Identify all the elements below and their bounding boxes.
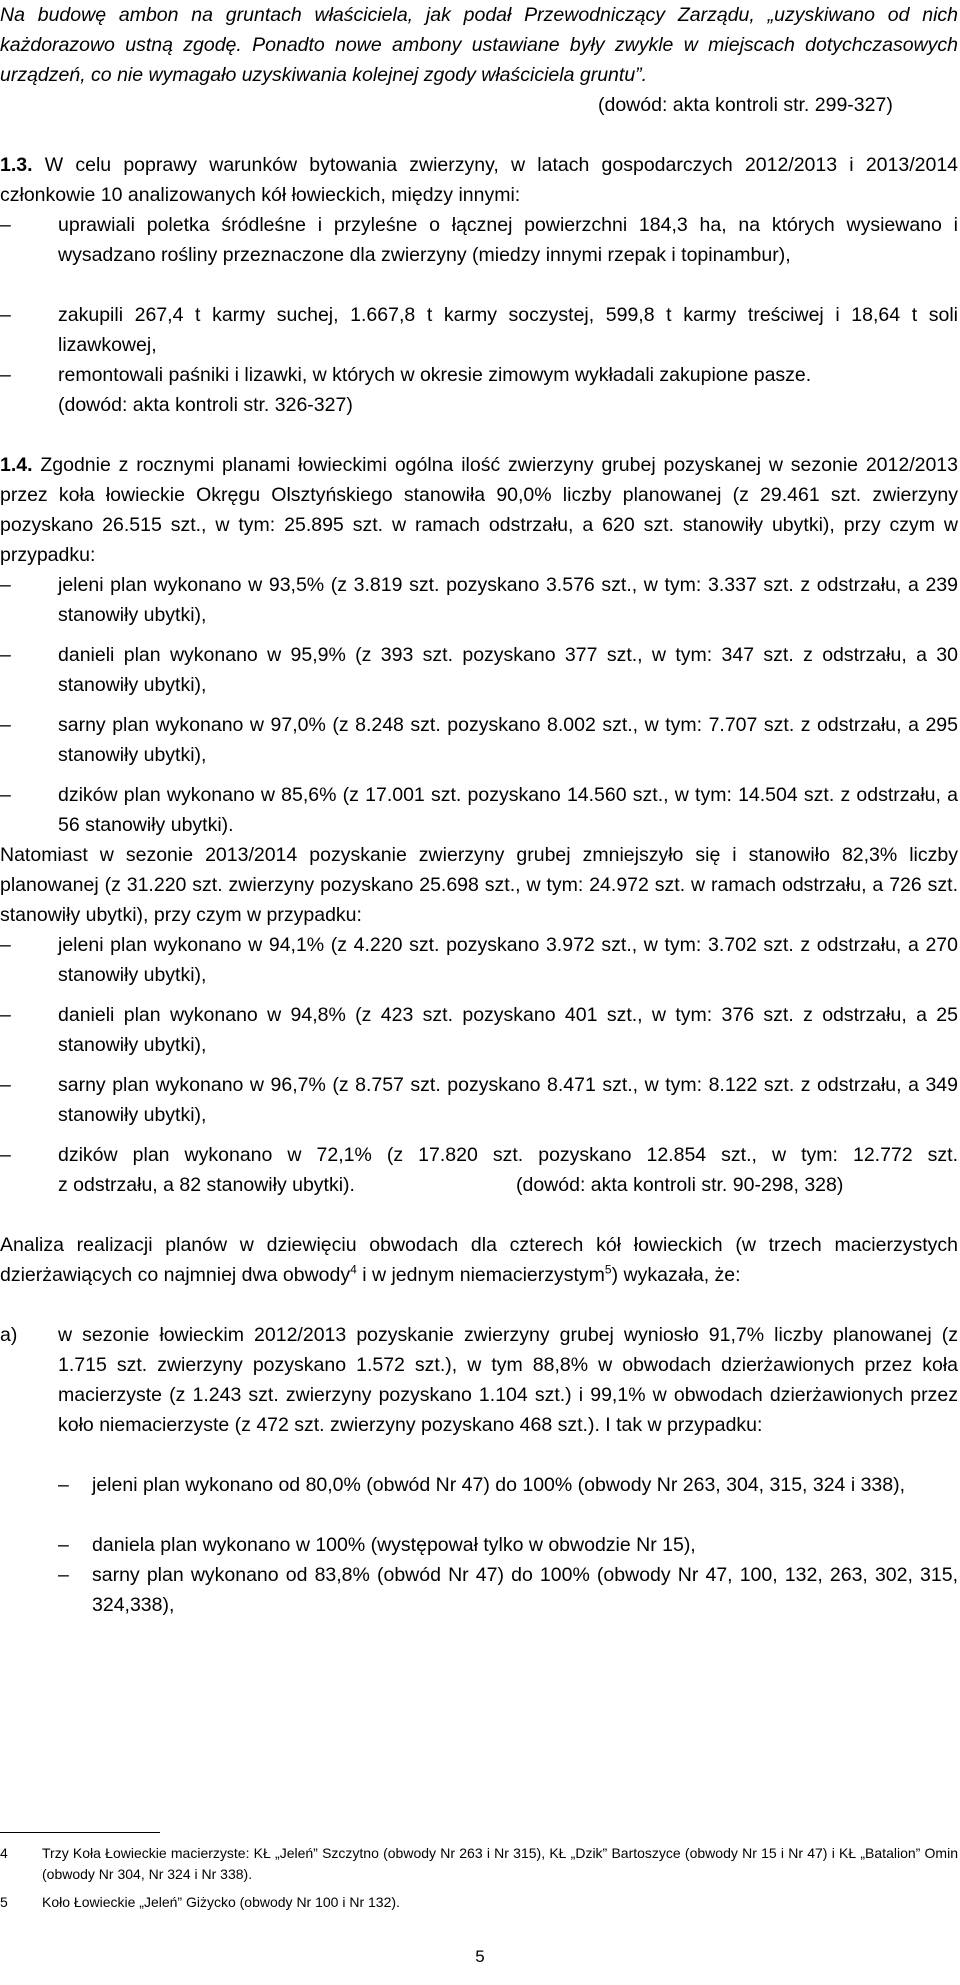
list-item-text: jeleni plan wykonano w 94,1% (z 4.220 szt. pozyskano 3.972 szt., w tym: 3.702 szt. z odstrzału, a 270 stanowiły ubytki), (58, 934, 958, 986)
list-item-text: sarny plan wykonano w 96,7% (z 8.757 szt. pozyskano 8.471 szt., w tym: 8.122 szt. z odstrzału, a 349 stanowiły ubytki), (58, 1074, 958, 1126)
dash-bullet: – (0, 644, 11, 666)
sub-list-item-text: daniela plan wykonano w 100% (występował tylko w obwodzie Nr 15), (92, 1534, 696, 1556)
section-1-3-source: (dowód: akta kontroli str. 326-327) (58, 394, 353, 416)
list-item-text: uprawiali poletka śródleśne i przyleśne o łącznej powierzchni 184,3 ha, na których wysiewano i wysadzano rośliny przeznaczone dla zwierzyny (miedzy innymi rzepak i topinambur), (58, 214, 958, 266)
section-1-4-intro (0, 450, 958, 570)
list-item-text-continued: z odstrzału, a 82 stanowiły ubytki). (58, 1174, 355, 1196)
dash-bullet: – (0, 214, 11, 236)
footnote-ref-4: 4 (350, 1262, 357, 1277)
list-item-text: dzików plan wykonano w 72,1% (z 17.820 szt. pozyskano 12.854 szt., w tym: 12.772 szt. (58, 1144, 958, 1166)
sub-list-item-text: jeleni plan wykonano od 80,0% (obwód Nr 47) do 100% (obwody Nr 263, 304, 315, 324 i 338), (92, 1474, 906, 1496)
dash-bullet: – (58, 1564, 69, 1586)
list-item-text: jeleni plan wykonano w 93,5% (z 3.819 szt. pozyskano 3.576 szt., w tym: 3.337 szt. z odstrzału, a 239 stanowiły ubytki), (58, 574, 958, 626)
intro-paragraph (0, 0, 958, 90)
analysis-text-c: ) wykazała, że: (611, 1264, 741, 1286)
footnote-number: 4 (0, 1845, 8, 1861)
dash-bullet: – (0, 1004, 11, 1026)
dash-bullet: – (0, 364, 11, 386)
section-number: 1.4. (0, 454, 33, 476)
footnote-text: Trzy Koła Łowieckie macierzyste: KŁ „Jeleń” Szczytno (obwody Nr 263 i Nr 315), KŁ „Dzik” Bartoszyce (obwody Nr 15 i Nr 47) i KŁ „Batalion” Omin (obwody Nr 304, Nr 324 i Nr 338). (42, 1845, 958, 1882)
list-item-text: sarny plan wykonano w 97,0% (z 8.248 szt. pozyskano 8.002 szt., w tym: 7.707 szt. z odstrzału, a 295 stanowiły ubytki), (58, 714, 958, 766)
dash-bullet: – (0, 934, 11, 956)
dash-bullet: – (58, 1534, 69, 1556)
intro-source: (dowód: akta kontroli str. 299-327) (598, 94, 893, 116)
section-number: 1.3. (0, 154, 33, 176)
analysis-text-b: i w jednym niemacierzystym (356, 1264, 605, 1286)
footnote-ref-5: 5 (604, 1262, 612, 1277)
section-1-4-source: (dowód: akta kontroli str. 90-298, 328) (516, 1174, 844, 1196)
list-item-text: danieli plan wykonano w 95,9% (z 393 szt. pozyskano 377 szt., w tym: 347 szt. z odstrzału, a 30 stanowiły ubytki), (58, 644, 958, 696)
page-number: 5 (475, 1947, 485, 1966)
section-intro-text: Zgodnie z rocznymi planami łowieckimi ogólna ilość zwierzyny grubej pozyskanej w sezonie 2012/2013 przez koła łowieckie Okręgu Olsztyńskiego stanowiła 90,0% liczby planowanej (z 29.461 szt. zwierzyny pozyskano 26.515 szt., w tym: 25.895 szt. w ramach odstrzału, a 620 szt. stanowiły ubytki), przy czym w przypadku: (0, 454, 958, 566)
season-2013-paragraph (0, 840, 958, 930)
dash-bullet: – (0, 714, 11, 736)
list-item-text: zakupili 267,4 t karmy suchej, 1.667,8 t karmy soczystej, 599,8 t karmy treściwej i 18,64 t soli lizawkowej, (58, 304, 958, 356)
paragraph-text: Natomiast w sezonie 2013/2014 pozyskanie zwierzyny grubej zmniejszyło się i stanowiło 82,3% liczby planowanej (z 31.220 szt. zwierzyny pozyskano 25.698 szt., w tym: 24.972 szt. w ramach odstrzału, a 726 szt. stanowiły ubytki), przy czym w przypadku: (0, 844, 958, 926)
list-item-text: dzików plan wykonano w 85,6% (z 17.001 szt. pozyskano 14.560 szt., w tym: 14.504 szt. z odstrzału, a 56 stanowiły ubytki). (58, 784, 958, 836)
sub-list-item-text: sarny plan wykonano od 83,8% (obwód Nr 47) do 100% (obwody Nr 47, 100, 132, 263, 302, 315, 324,338), (92, 1564, 958, 1616)
dash-bullet: – (0, 784, 11, 806)
footnote-text: Koło Łowieckie „Jeleń” Giżycko (obwody Nr 100 i Nr 132). (42, 1894, 400, 1910)
footnote-number: 5 (0, 1894, 8, 1910)
dash-bullet: – (0, 1144, 11, 1166)
list-item-text: danieli plan wykonano w 94,8% (z 423 szt. pozyskano 401 szt., w tym: 376 szt. z odstrzału, a 25 stanowiły ubytki), (58, 1004, 958, 1056)
dash-bullet: – (58, 1474, 69, 1496)
intro-text: Na budowę ambon na gruntach właściciela, jak podał Przewodniczący Zarządu, „uzyskiwano od nich każdorazowo ustną zgodę. Ponadto nowe ambony ustawiane były zwykle w miejscach dotychczasowych urządzeń, co nie wymagało uzyskiwania kolejnej zgody właściciela gruntu”. (0, 4, 958, 86)
list-item-text: remontowali paśniki i lizawki, w których w okresie zimowym wykładali zakupione pasze. (58, 364, 812, 386)
dash-bullet: – (0, 1074, 11, 1096)
section-1-3-intro (0, 150, 958, 210)
analysis-paragraph (0, 1230, 958, 1290)
dash-bullet: – (0, 304, 11, 326)
analysis-text-a: Analiza realizacji planów w dziewięciu obwodach dla czterech kół łowieckich (w trzech macierzystych dzierżawiących co najmniej dwa obwody (0, 1234, 958, 1286)
list-label: a) (0, 1324, 18, 1346)
dash-bullet: – (0, 574, 11, 596)
list-item-text: w sezonie łowieckim 2012/2013 pozyskanie zwierzyny grubej wyniosło 91,7% liczby planowanej (z 1.715 szt. zwierzyny pozyskano 1.572 szt.), w tym 88,8% w obwodach dzierżawionych przez koła macierzyste (z 1.243 szt. zwierzyny pozyskano 1.104 szt.) i 99,1% w obwodach dzierżawionych przez koło niemacierzyste (z 472 szt. zwierzyny pozyskano 468 szt.). I tak w przypadku: (58, 1324, 958, 1436)
section-intro-text: W celu poprawy warunków bytowania zwierzyny, w latach gospodarczych 2012/2013 i 2013/2014 członkowie 10 analizowanych kół łowieckich, między innymi: (0, 154, 959, 206)
footnote-separator (0, 1832, 160, 1833)
